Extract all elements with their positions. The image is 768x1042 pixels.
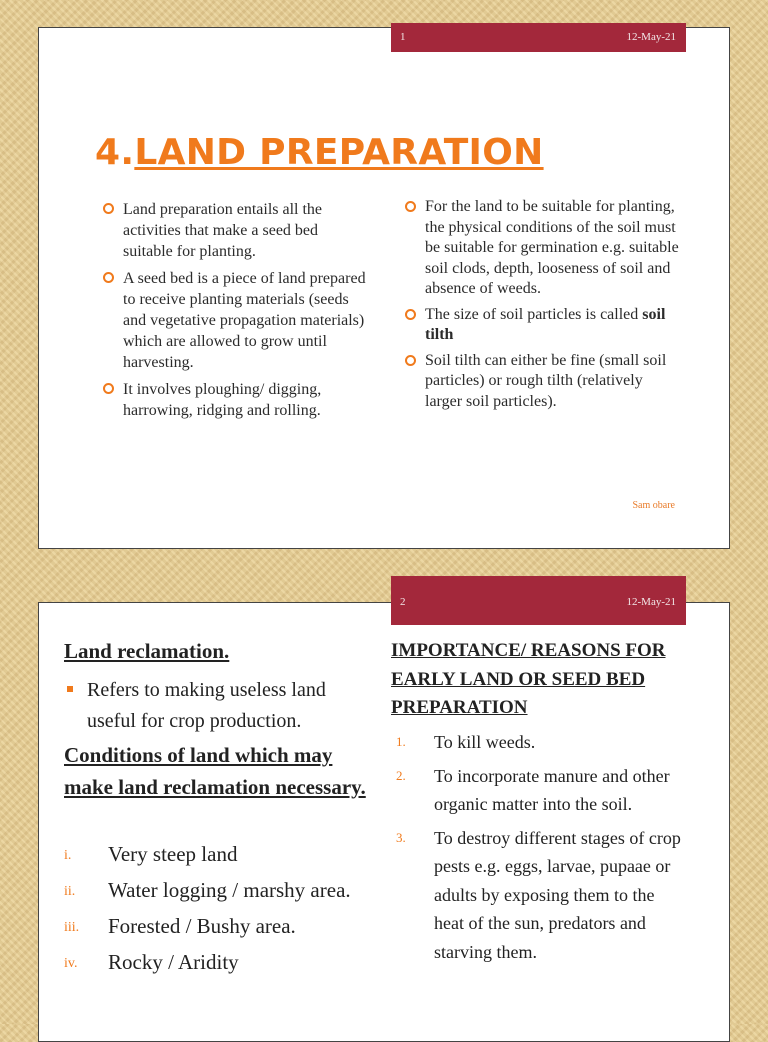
slide-header-bar <box>391 576 686 625</box>
slide-date: 12-May-21 <box>626 31 676 43</box>
list-number: iv. <box>64 956 78 971</box>
bullet-text: For the land to be suitable for planting, the physical conditions of the soil must be suitable for germination e.g. suitable soil clods, depth, looseness of soil and absence of weeds. <box>425 198 679 297</box>
title-main: LAND PREPARATION <box>134 132 544 173</box>
bullet-text: Refers to making useless land useful for crop production. <box>87 679 326 732</box>
bullet-text: The size of soil particles is called <box>425 305 639 323</box>
bullet-ring-icon <box>103 203 114 214</box>
bullet-text: It involves ploughing/ digging, harrowing, ridging and rolling. <box>123 381 322 419</box>
author-footer: Sam obare <box>632 500 675 511</box>
list-item <box>64 947 364 978</box>
importance-heading: IMPORTANCE/ REASONS FOR EARLY LAND OR SEED BED PREPARATION <box>391 640 666 718</box>
slide-title <box>95 132 544 173</box>
slide-2 <box>38 596 730 1042</box>
bullet-ring-icon <box>103 272 114 283</box>
list-number: 1. <box>396 734 406 749</box>
list-item <box>103 199 368 262</box>
slide-header-bar <box>391 23 686 52</box>
list-item <box>405 351 680 413</box>
list-item <box>391 824 681 967</box>
bold-term: soil tilth <box>425 305 666 343</box>
definition-list <box>65 675 365 737</box>
slide-date: 12-May-21 <box>626 596 676 608</box>
item-text: Forested / Bushy area. <box>108 914 296 938</box>
item-text: Very steep land <box>108 842 238 866</box>
bullet-text: Land preparation entails all the activities that make a seed bed suitable for planting. <box>123 201 323 260</box>
bullet-text: Soil tilth can either be fine (small soil particles) or rough tilth (relatively larger soil particles). <box>425 351 667 410</box>
list-number: ii. <box>64 884 76 899</box>
list-number: i. <box>64 848 72 863</box>
bullet-ring-icon <box>405 309 416 320</box>
list-item <box>405 197 680 300</box>
item-text: Rocky / Aridity <box>108 950 239 974</box>
land-reclamation-heading: Land reclamation. <box>64 639 230 663</box>
left-bullet-list <box>103 199 368 427</box>
list-number: iii. <box>64 920 80 935</box>
bullet-ring-icon <box>103 383 114 394</box>
list-item <box>64 839 364 870</box>
item-text: Water logging / marshy area. <box>108 878 351 902</box>
item-text: To incorporate manure and other organic matter into the soil. <box>434 765 670 814</box>
list-item <box>103 379 368 421</box>
title-prefix: 4. <box>95 132 135 173</box>
list-item <box>103 268 368 373</box>
list-item <box>65 675 365 737</box>
bullet-text: A seed bed is a piece of land prepared to receive planting materials (seeds and vegetative propagation materials) which are allowed to grow until harvesting. <box>123 270 366 371</box>
square-bullet-icon <box>67 686 73 692</box>
bullet-ring-icon <box>405 355 416 366</box>
item-text: To destroy different stages of crop pests e.g. eggs, larvae, pupaae or adults by exposing them to the heat of the sun, predators and starving them. <box>434 827 681 962</box>
list-item <box>64 875 364 906</box>
reasons-list <box>391 728 681 971</box>
slide-1 <box>38 27 730 549</box>
list-item <box>391 728 681 757</box>
list-number: 2. <box>396 767 406 783</box>
conditions-heading: Conditions of land which may make land reclamation necessary. <box>64 743 366 799</box>
item-text: To kill weeds. <box>434 732 536 752</box>
list-item <box>64 911 364 942</box>
list-item <box>391 762 681 819</box>
list-item <box>405 305 680 346</box>
slide-number: 1 <box>400 31 406 43</box>
slide-number: 2 <box>400 596 406 608</box>
conditions-list <box>64 839 364 983</box>
list-number: 3. <box>396 829 406 845</box>
right-bullet-list <box>405 197 680 417</box>
bullet-ring-icon <box>405 201 416 212</box>
